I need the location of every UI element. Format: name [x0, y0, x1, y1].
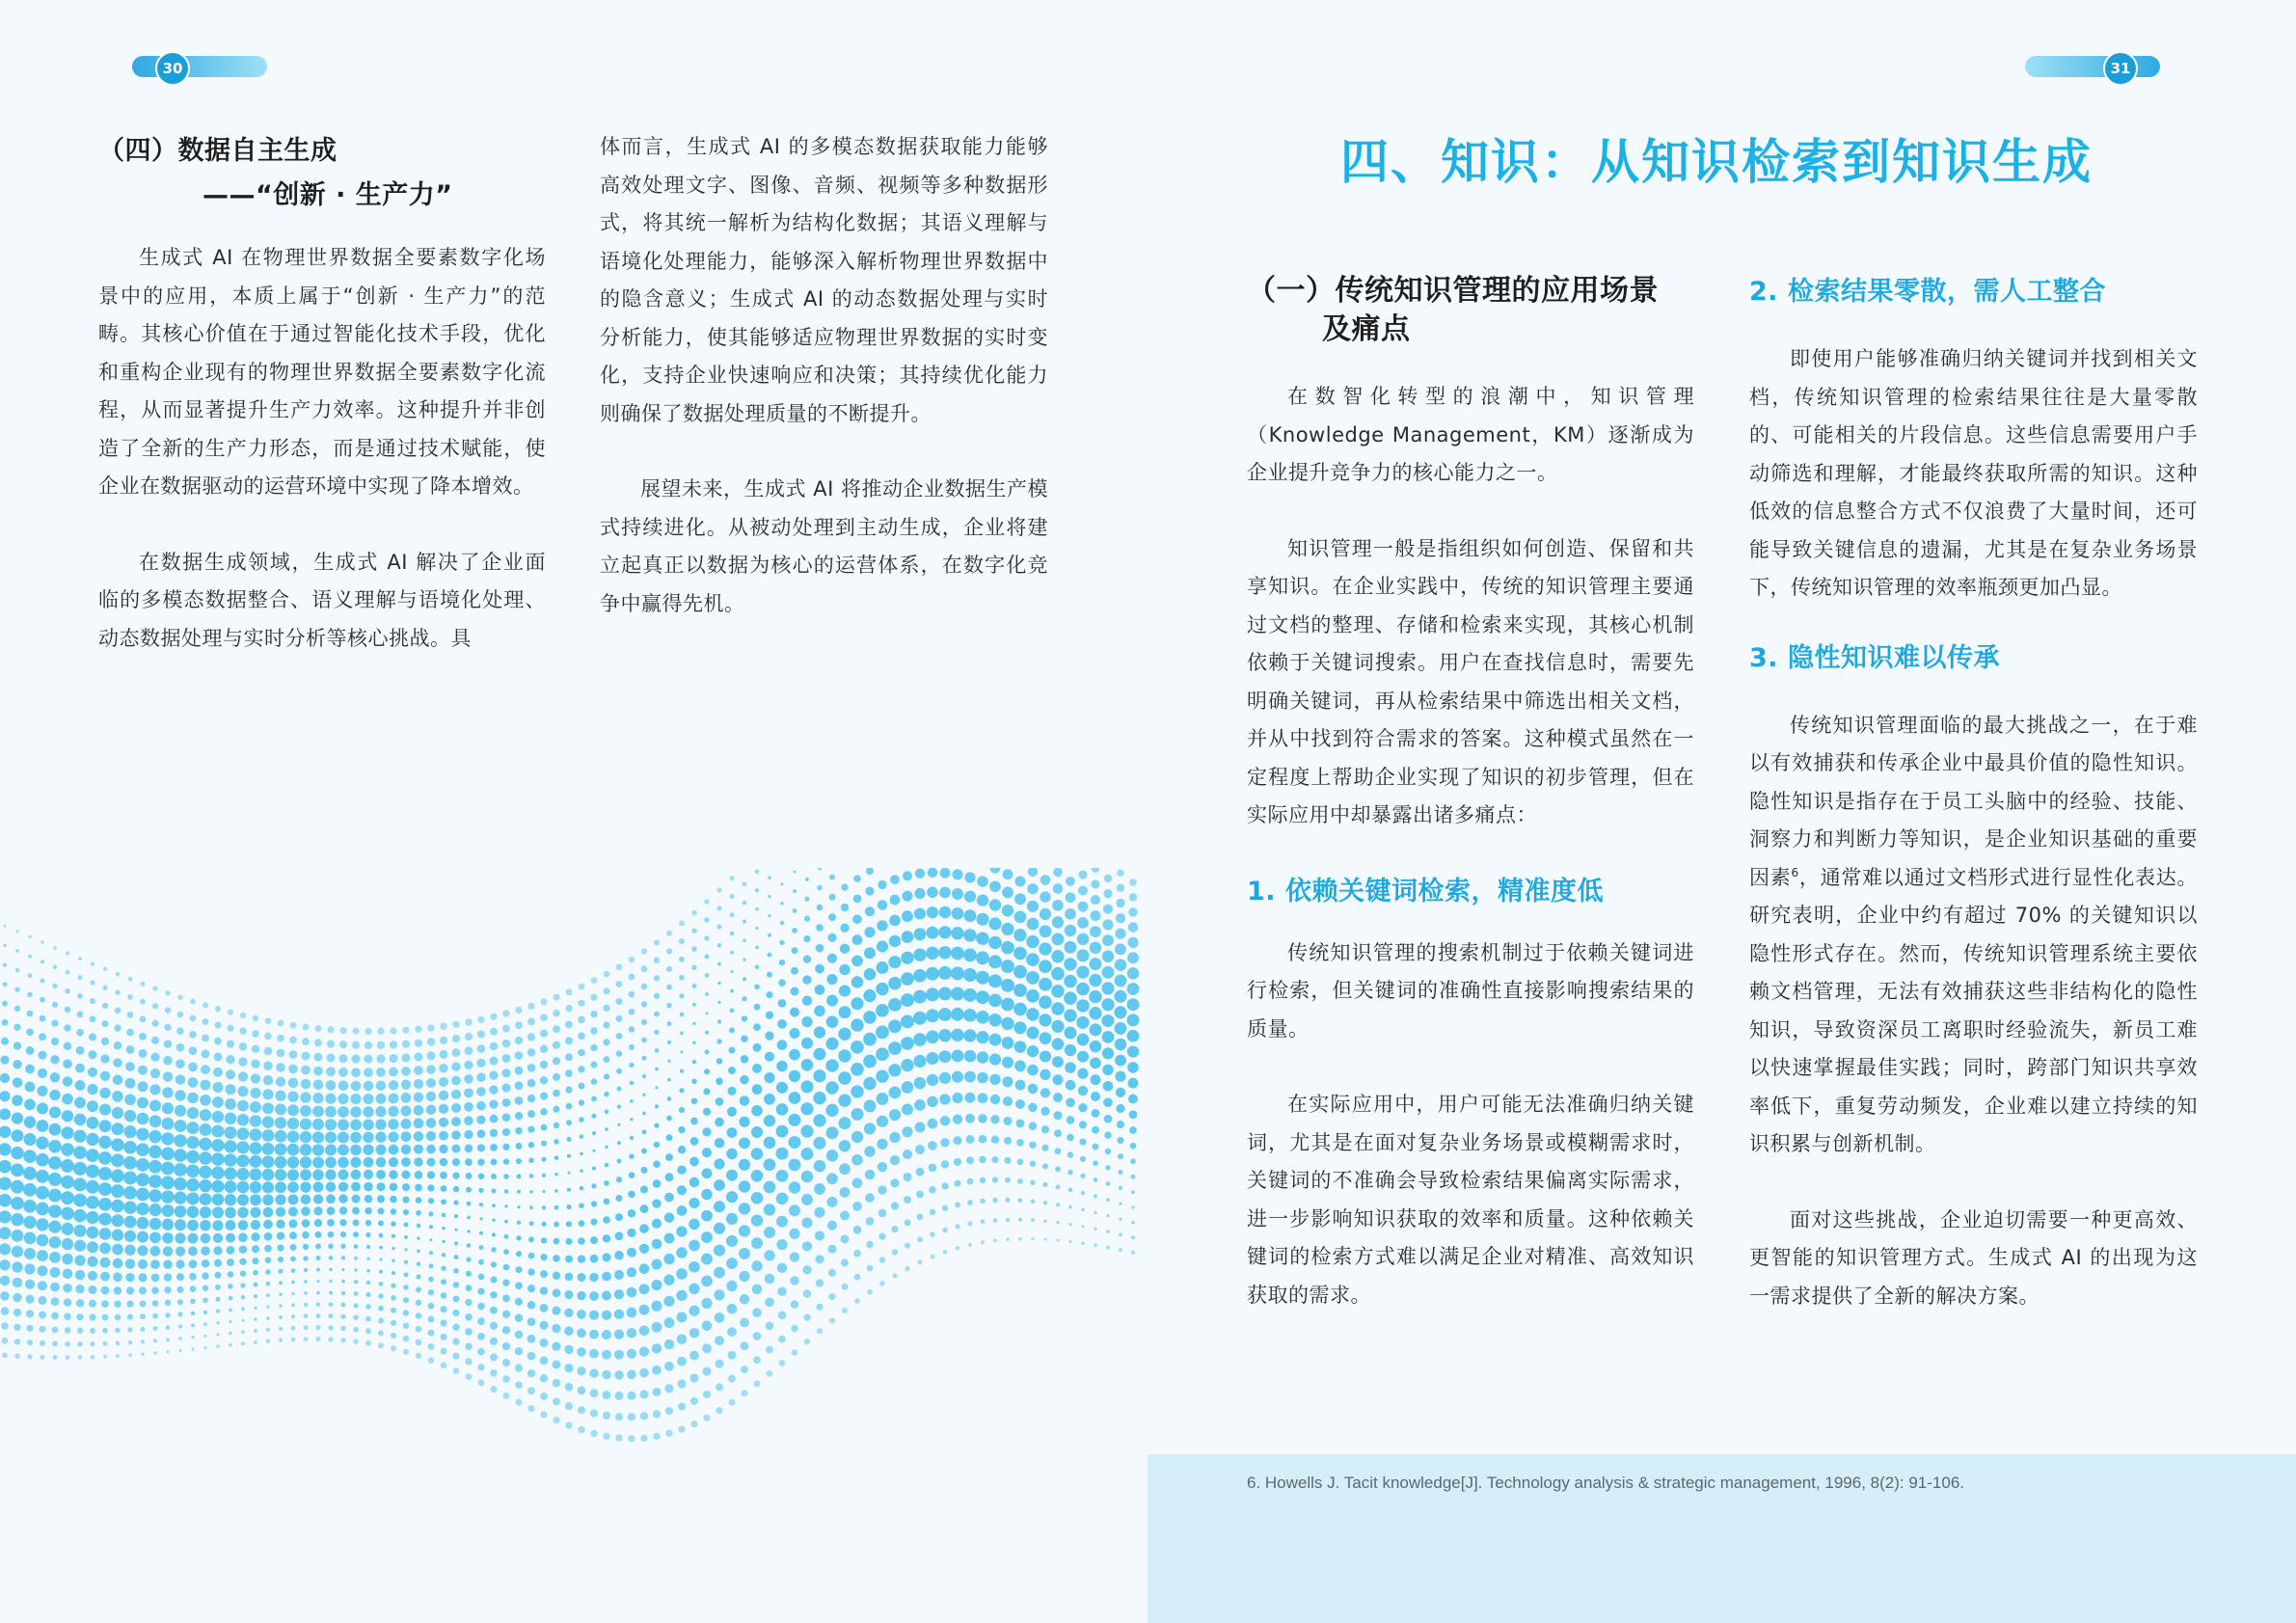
right-column-2 — [1749, 273, 2198, 1315]
footnote-text: 6. Howells J. Tacit knowledge[J]. Technology analysis & strategic management, 1996, 8(2): 91-106. — [1247, 1474, 1964, 1492]
subheading-keyword-search: 1. 依赖关键词检索，精准度低 — [1247, 876, 1604, 906]
section-title — [1247, 272, 1694, 349]
section-heading-line1: （四）数据自主生成 — [98, 136, 338, 166]
left-column-2 — [600, 128, 1048, 623]
right-column-1 — [1247, 272, 1694, 1314]
paragraph: 在数据生成领域，生成式 AI 解决了企业面临的多模态数据整合、语义理解与语境化处理、动态数据处理与实时分析等核心挑战。具 — [98, 550, 546, 650]
dotted-wave-graphic — [0, 868, 1148, 1601]
paragraph: 传统知识管理的搜索机制过于依赖关键词进行检索，但关键词的准确性直接影响搜索结果的质量。 — [1247, 940, 1694, 1041]
section-heading-line2: ——“创新 · 生产力” — [203, 180, 453, 210]
page-number-bar-left — [132, 56, 267, 77]
paragraph: 面对这些挑战，企业迫切需要一种更高效、更智能的知识管理方式。生成式 AI 的出现为这一需求提供了全新的解决方案。 — [1749, 1207, 2198, 1308]
page-number-bar-right — [2025, 56, 2160, 77]
section-title-line1: （一）传统知识管理的应用场景 — [1247, 274, 1659, 308]
paragraph: 生成式 AI 在物理世界数据全要素数字化场景中的应用，本质上属于“创新 · 生产力”的范畴。其核心价值在于通过智能化技术手段，优化和重构企业现有的物理世界数据全要素数字化流程，从而显著提升生产力效率。这种提升并非创造了全新的生产力形态，而是通过技术赋能，使企业在数据驱动的运营环境中实现了降本增效。 — [98, 246, 546, 498]
section-heading-left — [98, 129, 546, 218]
paragraph: 传统知识管理面临的最大挑战之一，在于难以有效捕获和传承企业中最具价值的隐性知识。隐性知识是指存在于员工头脑中的经验、技能、洞察力和判断力等知识，是企业知识基础的重要因素$^6$，通常难以通过文档形式进行显性化表达。研究表明，企业中约有超过 70% 的关键知识以隐性形式存在。然而，传统知识管理系统主要依赖文档管理，无法有效捕获这些非结构化的隐性知识，导致资深员工离职时经验流失，新员工难以快速掌握最佳实践；同时，跨部门知识共享效率低下，重复劳动频发，企业难以建立持续的知识积累与创新机制。 — [1749, 713, 2199, 1155]
chapter-title: 四、知识：从知识检索到知识生成 — [1340, 134, 2093, 190]
left-column-1 — [98, 129, 546, 658]
paragraph: 展望未来，生成式 AI 将推动企业数据生产模式持续进化。从被动处理到主动生成，企业将建立起真正以数据为核心的运营体系，在数字化竞争中赢得先机。 — [600, 477, 1048, 615]
subheading-tacit-knowledge: 3. 隐性知识难以传承 — [1749, 642, 2000, 673]
page-number-right: 31 — [2103, 51, 2138, 86]
paragraph: 在实际应用中，用户可能无法准确归纳关键词，尤其是在面对复杂业务场景或模糊需求时，关键词的不准确会导致检索结果偏离实际需求，进一步影响知识获取的效率和质量。这种依赖关键词的检索方式难以满足企业对精准、高效知识获取的需求。 — [1247, 1093, 1694, 1307]
page-number-left: 30 — [155, 51, 190, 86]
paragraph: 体而言，生成式 AI 的多模态数据获取能力能够高效处理文字、图像、音频、视频等多种数据形式，将其统一解析为结构化数据；其语义理解与语境化处理能力，能够深入解析物理世界数据中的隐含意义；生成式 AI 的动态数据处理与实时分析能力，使其能够适应物理世界数据的实时变化，支持企业快速响应和决策；其持续优化能力则确保了数据处理质量的不断提升。 — [600, 135, 1048, 425]
footnote-reference[interactable]: 6 — [1791, 865, 1799, 879]
paragraph: 即使用户能够准确归纳关键词并找到相关文档，传统知识管理的检索结果往往是大量零散的、可能相关的片段信息。这些信息需要用户手动筛选和理解，才能最终获取所需的知识。这种低效的信息整合方式不仅浪费了大量时间，还可能导致关键信息的遗漏，尤其是在复杂业务场景下，传统知识管理的效率瓶颈更加凸显。 — [1749, 347, 2198, 599]
paragraph: 在数智化转型的浪潮中，知识管理（Knowledge Management，KM）逐渐成为企业提升竞争力的核心能力之一。 — [1247, 385, 1694, 484]
section-title-line2: 及痛点 — [1322, 312, 1411, 346]
subheading-scattered-results: 2. 检索结果零散，需人工整合 — [1749, 277, 2106, 307]
paragraph: 知识管理一般是指组织如何创造、保留和共享知识。在企业实践中，传统的知识管理主要通过文档的整理、存储和检索来实现，其核心机制依赖于关键词搜索。用户在查找信息时，需要先明确关键词，再从检索结果中筛选出相关文档，并从中找到符合需求的答案。这种模式虽然在一定程度上帮助企业实现了知识的初步管理，但在实际应用中却暴露出诸多痛点： — [1247, 536, 1694, 826]
